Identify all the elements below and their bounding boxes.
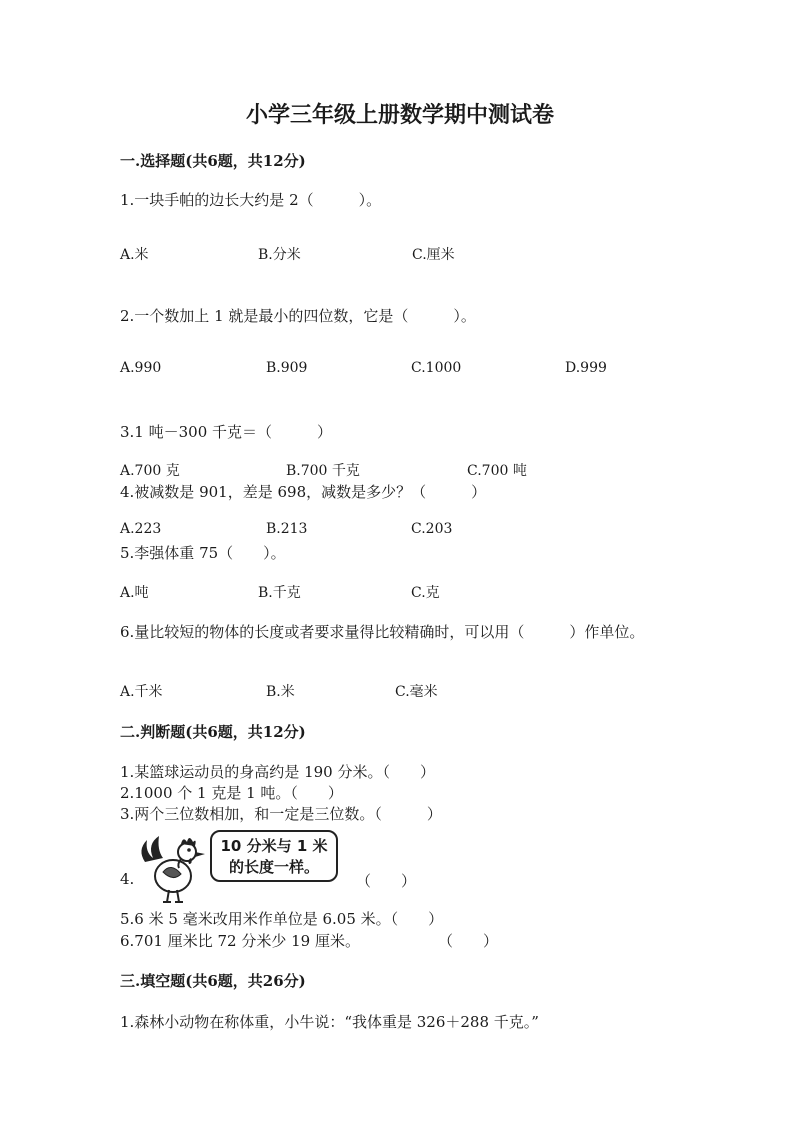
speech-bubble-line-2: 的长度一样。 <box>228 858 319 876</box>
choice-q2-option-a: A.990 <box>120 360 162 376</box>
choice-q6-option-b: B.米 <box>266 684 295 700</box>
choice-question-3: 3.1 吨－300 千克＝（ ） <box>120 423 333 441</box>
choice-q5-option-a: A.吨 <box>120 585 149 601</box>
choice-question-6: 6.量比较短的物体的长度或者要求量得比较精确时，可以用（ ）作单位。 <box>120 623 645 641</box>
judge-question-5: 5.6 米 5 毫米改用米作单位是 6.05 米。（ ） <box>120 910 444 928</box>
speech-bubble <box>210 830 338 882</box>
choice-q2-option-d: D.999 <box>565 360 607 376</box>
judge-question-4-number: 4. <box>120 870 135 888</box>
choice-q1-option-c: C.厘米 <box>412 247 455 263</box>
choice-q2-option-c: C.1000 <box>411 360 462 376</box>
choice-q4-option-a: A.223 <box>120 521 162 537</box>
choice-q5-option-b: B.千克 <box>258 585 301 601</box>
choice-q6-option-c: C.毫米 <box>395 684 438 700</box>
judge-question-2: 2.1000 个 1 克是 1 吨。（ ） <box>120 784 343 802</box>
judge-question-6: 6.701 厘米比 72 分米少 19 厘米。 <box>120 932 360 950</box>
fill-question-1: 1.森林小动物在称体重，小牛说：“我体重是 326＋288 千克。” <box>120 1013 539 1031</box>
choice-question-5: 5.李强体重 75（ ）。 <box>120 544 286 562</box>
judge-question-3: 3.两个三位数相加，和一定是三位数。（ ） <box>120 805 442 823</box>
choice-q3-option-b: B.700 千克 <box>286 463 360 479</box>
choice-q1-option-b: B.分米 <box>258 247 301 263</box>
choice-q4-option-b: B.213 <box>266 521 308 537</box>
page-title: 小学三年级上册数学期中测试卷 <box>245 102 554 128</box>
choice-q4-option-c: C.203 <box>411 521 453 537</box>
choice-q1-option-a: A.米 <box>120 247 149 263</box>
choice-q3-option-a: A.700 克 <box>120 463 180 479</box>
section-heading-fill: 三.填空题(共6题，共26分) <box>120 972 306 990</box>
choice-q6-option-a: A.千米 <box>120 684 163 700</box>
choice-question-1: 1.一块手帕的边长大约是 2（ ）。 <box>120 191 382 209</box>
section-heading-choice: 一.选择题(共6题，共12分) <box>120 152 306 170</box>
choice-question-4: 4.被减数是 901，差是 698，减数是多少？（ ） <box>120 483 487 501</box>
choice-q3-option-c: C.700 吨 <box>467 463 527 479</box>
rooster-illustration-icon <box>135 832 215 904</box>
choice-q2-option-b: B.909 <box>266 360 308 376</box>
judge-question-6-paren: （ ） <box>438 932 499 950</box>
choice-question-2: 2.一个数加上 1 就是最小的四位数，它是（ ）。 <box>120 307 476 325</box>
speech-bubble-line-1: 10 分米与 1 米 <box>220 837 328 855</box>
judge-question-4-paren: （ ） <box>356 872 417 890</box>
section-heading-judge: 二.判断题(共6题，共12分) <box>120 723 306 741</box>
choice-q5-option-c: C.克 <box>411 585 440 601</box>
judge-question-1: 1.某篮球运动员的身高约是 190 分米。（ ） <box>120 763 435 781</box>
